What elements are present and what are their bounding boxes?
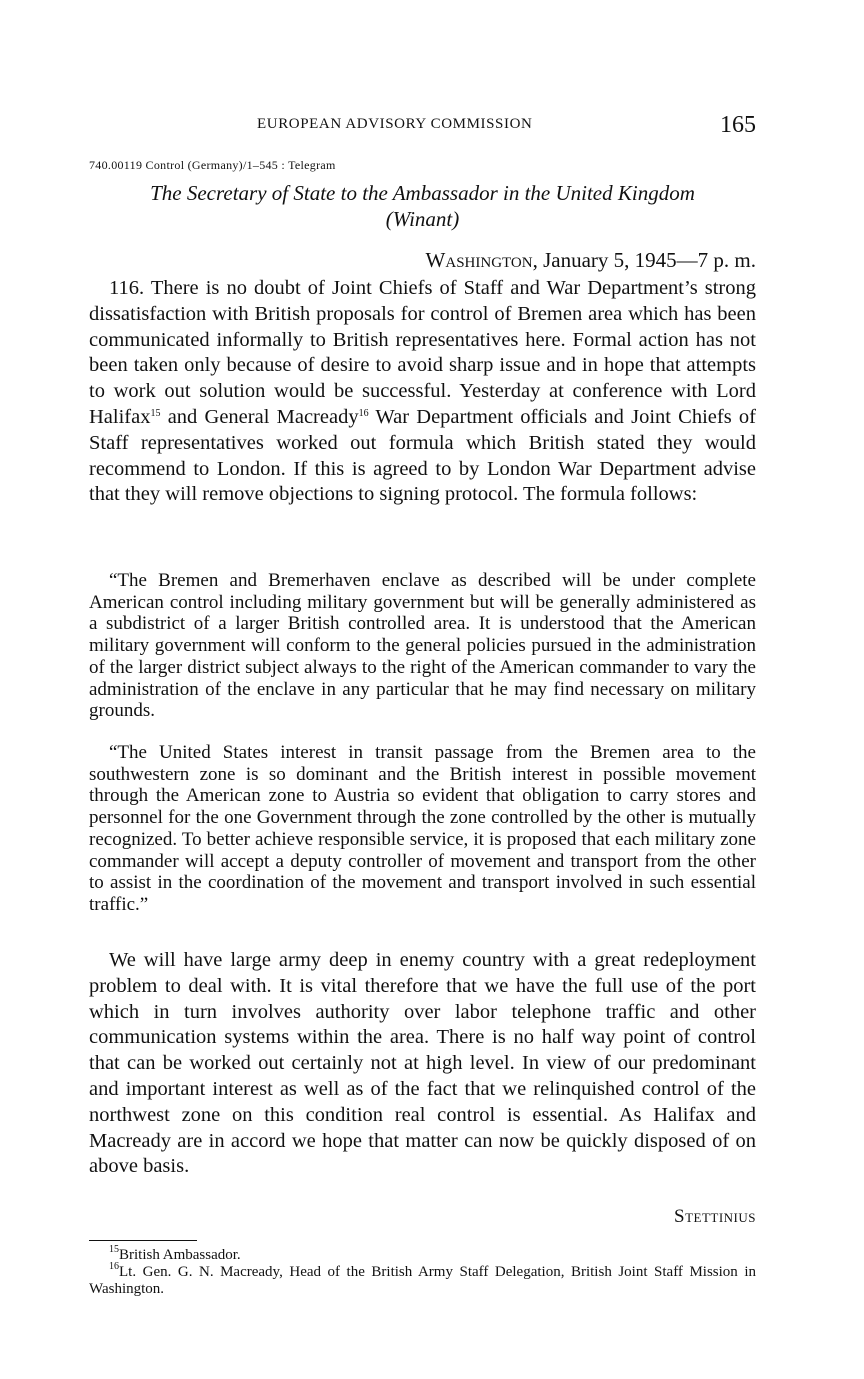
dateline bbox=[426, 248, 756, 273]
paragraph-1 bbox=[89, 276, 756, 508]
dateline-date: January 5, 1945—7 p. m. bbox=[543, 248, 756, 272]
running-header bbox=[89, 112, 756, 142]
footnote-ref-16: 16 bbox=[358, 407, 369, 419]
document-reference: 740.00119 Control (Germany)/1–545 : Telegram bbox=[89, 158, 336, 172]
heading-line-1: The Secretary of State to the Ambassador in the United Kingdom bbox=[150, 181, 695, 205]
footnote-15 bbox=[89, 1244, 756, 1264]
footnotes bbox=[89, 1244, 756, 1298]
paragraph-1-text-a: 116. There is no doubt of Joint Chiefs of Staff and War Department’s strong dissatisfaction with British proposals for control of Bremen area which has been communicated informally to British representatives here. Formal action has not been taken only because of desire to avoid sharp issue and in hope that attempts to work out solution would be successful. Yesterday at conference with Lord Halifax bbox=[89, 277, 756, 428]
signature: Stettinius bbox=[674, 1206, 756, 1227]
footnote-text: British Ambassador. bbox=[119, 1247, 241, 1263]
quoted-formula-paragraph-1: “The Bremen and Bremerhaven enclave as described will be under complete American control including military government but will be generally administered as a subdistrict of a larger British controlled area. It is understood that the American military government will conform to the general policies pursued in the administration of the larger district subject always to the right of the American commander to vary the administration of the enclave in any particular that he may find necessary on military grounds. bbox=[89, 570, 756, 722]
footnote-16 bbox=[89, 1261, 756, 1298]
paragraph-2: We will have large army deep in enemy country with a great redeployment problem to deal with. It is vital therefore that we have the full use of the port which in turn involves authority over labor telephone traffic and other communication systems within the area. There is no half way point of control that can be worked out certainly not at high level. In view of our predominant and important interest as well as of the fact that we relinquished control of the northwest zone on this condition real control is essential. As Halifax and Macready are in accord we hope that matter can now be quickly disposed of on above basis. bbox=[89, 949, 756, 1178]
document-heading bbox=[89, 180, 756, 232]
paragraph-1-text-b: and General Macready bbox=[160, 405, 359, 428]
dateline-place: Washington, bbox=[425, 248, 538, 272]
footnote-text: Lt. Gen. G. N. Macready, Head of the British Army Staff Delegation, British Joint Staff Mission in Washington. bbox=[89, 1264, 756, 1297]
running-title: EUROPEAN ADVISORY COMMISSION bbox=[257, 116, 533, 132]
footnote-marker: 15 bbox=[109, 1244, 119, 1255]
footnote-ref-15: 15 bbox=[150, 407, 161, 419]
footnote-divider bbox=[89, 1240, 197, 1241]
quoted-formula-paragraph-2: “The United States interest in transit passage from the Bremen area to the southwestern zone is so dominant and the British interest in possible movement through the American zone to Austria so evident that obligation to carry stores and personnel for the one Government through the zone controlled by the other is mutually recognized. To better achieve responsible service, it is proposed that each military zone commander will accept a deputy controller of movement and transport from the other to assist in the coordination of the movement and transport involved in such essential traffic.” bbox=[89, 742, 756, 915]
heading-line-2: (Winant) bbox=[385, 207, 460, 231]
page-number: 165 bbox=[720, 112, 756, 138]
footnote-marker: 16 bbox=[109, 1261, 119, 1272]
paragraph-1-text-c: War Department officials and Joint Chiefs of Staff representatives worked out formula which British stated they would recommend to London. If this is agreed to by London War Department advise that they will remove objections to signing protocol. The formula follows: bbox=[89, 405, 756, 506]
